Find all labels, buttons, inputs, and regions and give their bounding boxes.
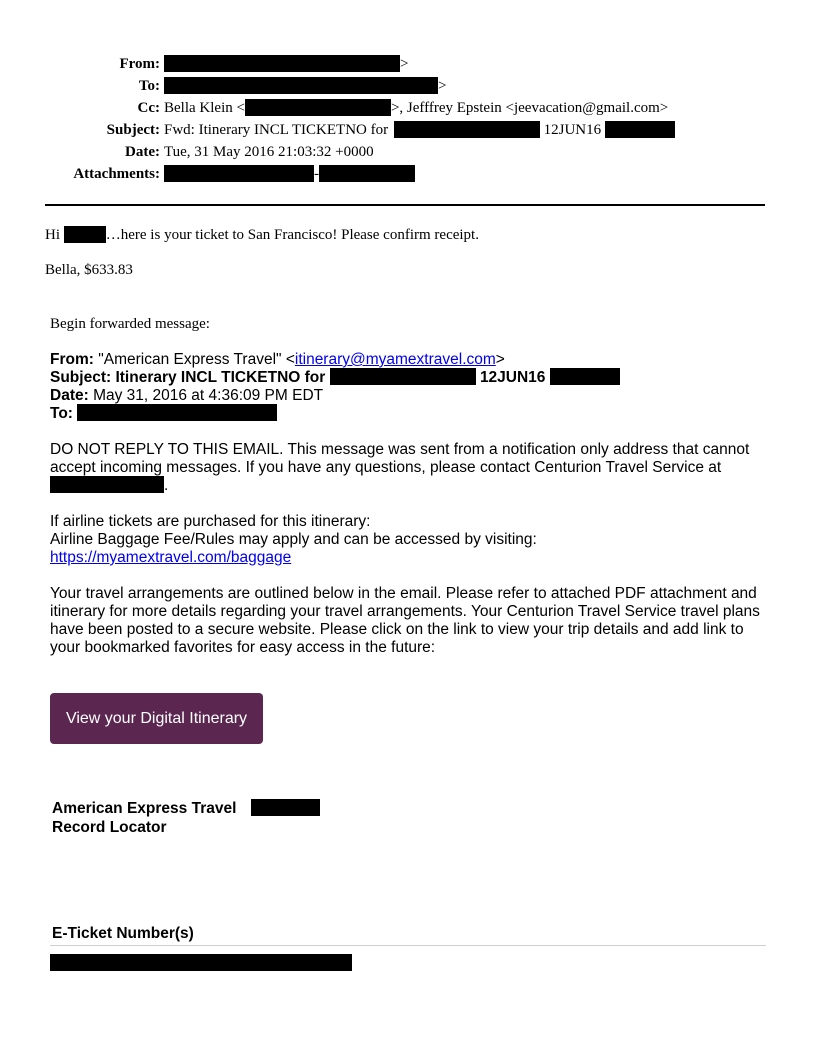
fwd-date-label: Date: (50, 387, 89, 404)
redaction-box (50, 954, 352, 971)
subject-prefix: Fwd: Itinerary INCL TICKETNO for (164, 122, 389, 138)
header-from-row (0, 53, 816, 75)
no-reply-end: . (164, 477, 169, 494)
forwarded-header (50, 351, 770, 423)
fwd-to-label: To: (50, 405, 73, 422)
fwd-from-email-link[interactable]: itinerary@myamextravel.com (294, 351, 496, 368)
redaction-box (245, 99, 391, 116)
locator-line-1 (52, 799, 320, 818)
locator-label-2: Record Locator (52, 819, 167, 836)
redaction-box (50, 476, 164, 493)
fwd-to-row (50, 405, 770, 423)
cc-suffix: >, Jefffrey Epstein <jeevacation@gmail.com> (390, 100, 669, 116)
view-digital-itinerary-button[interactable]: View your Digital Itinerary (50, 693, 263, 744)
fwd-from-label: From: (50, 351, 94, 368)
eticket-divider (50, 945, 766, 946)
attachments-label: Attachments: (73, 166, 160, 182)
subject-date-code: 12JUN16 (543, 122, 602, 138)
header-attachments-row (0, 163, 816, 185)
date-label: Date: (125, 144, 160, 160)
header-date-row (0, 141, 816, 163)
baggage-section (50, 513, 770, 567)
from-suffix: > (400, 56, 409, 72)
no-reply-notice (50, 441, 770, 495)
redaction-box (605, 121, 675, 138)
redaction-box (77, 404, 277, 421)
subject-label: Subject: (106, 122, 160, 138)
redaction-box (251, 799, 320, 816)
fwd-from-row (50, 351, 770, 369)
cc-prefix: Bella Klein < (164, 100, 245, 116)
attachments-separator: - (314, 166, 319, 182)
redaction-box (64, 226, 106, 243)
redaction-box (164, 55, 400, 72)
greeting-hi: Hi (45, 227, 60, 243)
redaction-box (550, 368, 620, 385)
redaction-box (319, 165, 415, 182)
forward-intro: Begin forwarded message: (50, 316, 210, 332)
fwd-subject-row (50, 369, 770, 387)
fwd-date-row (50, 387, 770, 405)
redaction-box (164, 165, 314, 182)
fwd-subject-date-code: 12JUN16 (479, 369, 546, 386)
no-reply-text: DO NOT REPLY TO THIS EMAIL. This message was sent from a notification only address that cannot accept incoming messages. If you have any questions, please contact Centurion Travel Service at (50, 441, 750, 476)
date-value: Tue, 31 May 2016 21:03:32 +0000 (164, 144, 374, 160)
redaction-box (330, 368, 476, 385)
from-label: From: (119, 56, 160, 72)
baggage-line-2: Airline Baggage Fee/Rules may apply and can be accessed by visiting: (50, 531, 537, 548)
baggage-link[interactable]: https://myamextravel.com/baggage (50, 549, 292, 566)
header-cc-row (0, 97, 816, 119)
header-subject-row (0, 119, 816, 141)
header-divider (45, 204, 765, 206)
record-locator (52, 799, 320, 837)
baggage-line-1: If airline tickets are purchased for this itinerary: (50, 513, 371, 530)
to-label: To: (138, 78, 160, 94)
header-to-row (0, 75, 816, 97)
cc-label: Cc: (137, 100, 160, 116)
greeting-line (45, 227, 479, 244)
email-header (0, 53, 816, 185)
signature: Bella, $633.83 (45, 262, 133, 278)
fwd-subject-label: Subject: Itinerary INCL TICKETNO for (50, 369, 326, 386)
to-suffix: > (438, 78, 447, 94)
redaction-box (394, 121, 540, 138)
redaction-box (164, 77, 438, 94)
fwd-from-name: "American Express Travel" < (93, 351, 295, 368)
fwd-from-end: > (495, 351, 505, 368)
arrangements-paragraph: Your travel arrangements are outlined below in the email. Please refer to attached PDF attachment and itinerary for more details regarding your travel arrangements. Your Centurion Travel Service travel plans have been posted to a secure website. Please click on the link to view your trip details and add link to your bookmarked favorites for easy access in the future: (50, 585, 760, 656)
fwd-date-value: May 31, 2016 at 4:36:09 PM EDT (88, 387, 324, 404)
greeting-message: …here is your ticket to San Francisco! Please confirm receipt. (105, 227, 479, 243)
locator-label: American Express Travel (52, 800, 237, 817)
eticket-heading: E-Ticket Number(s) (52, 925, 194, 942)
